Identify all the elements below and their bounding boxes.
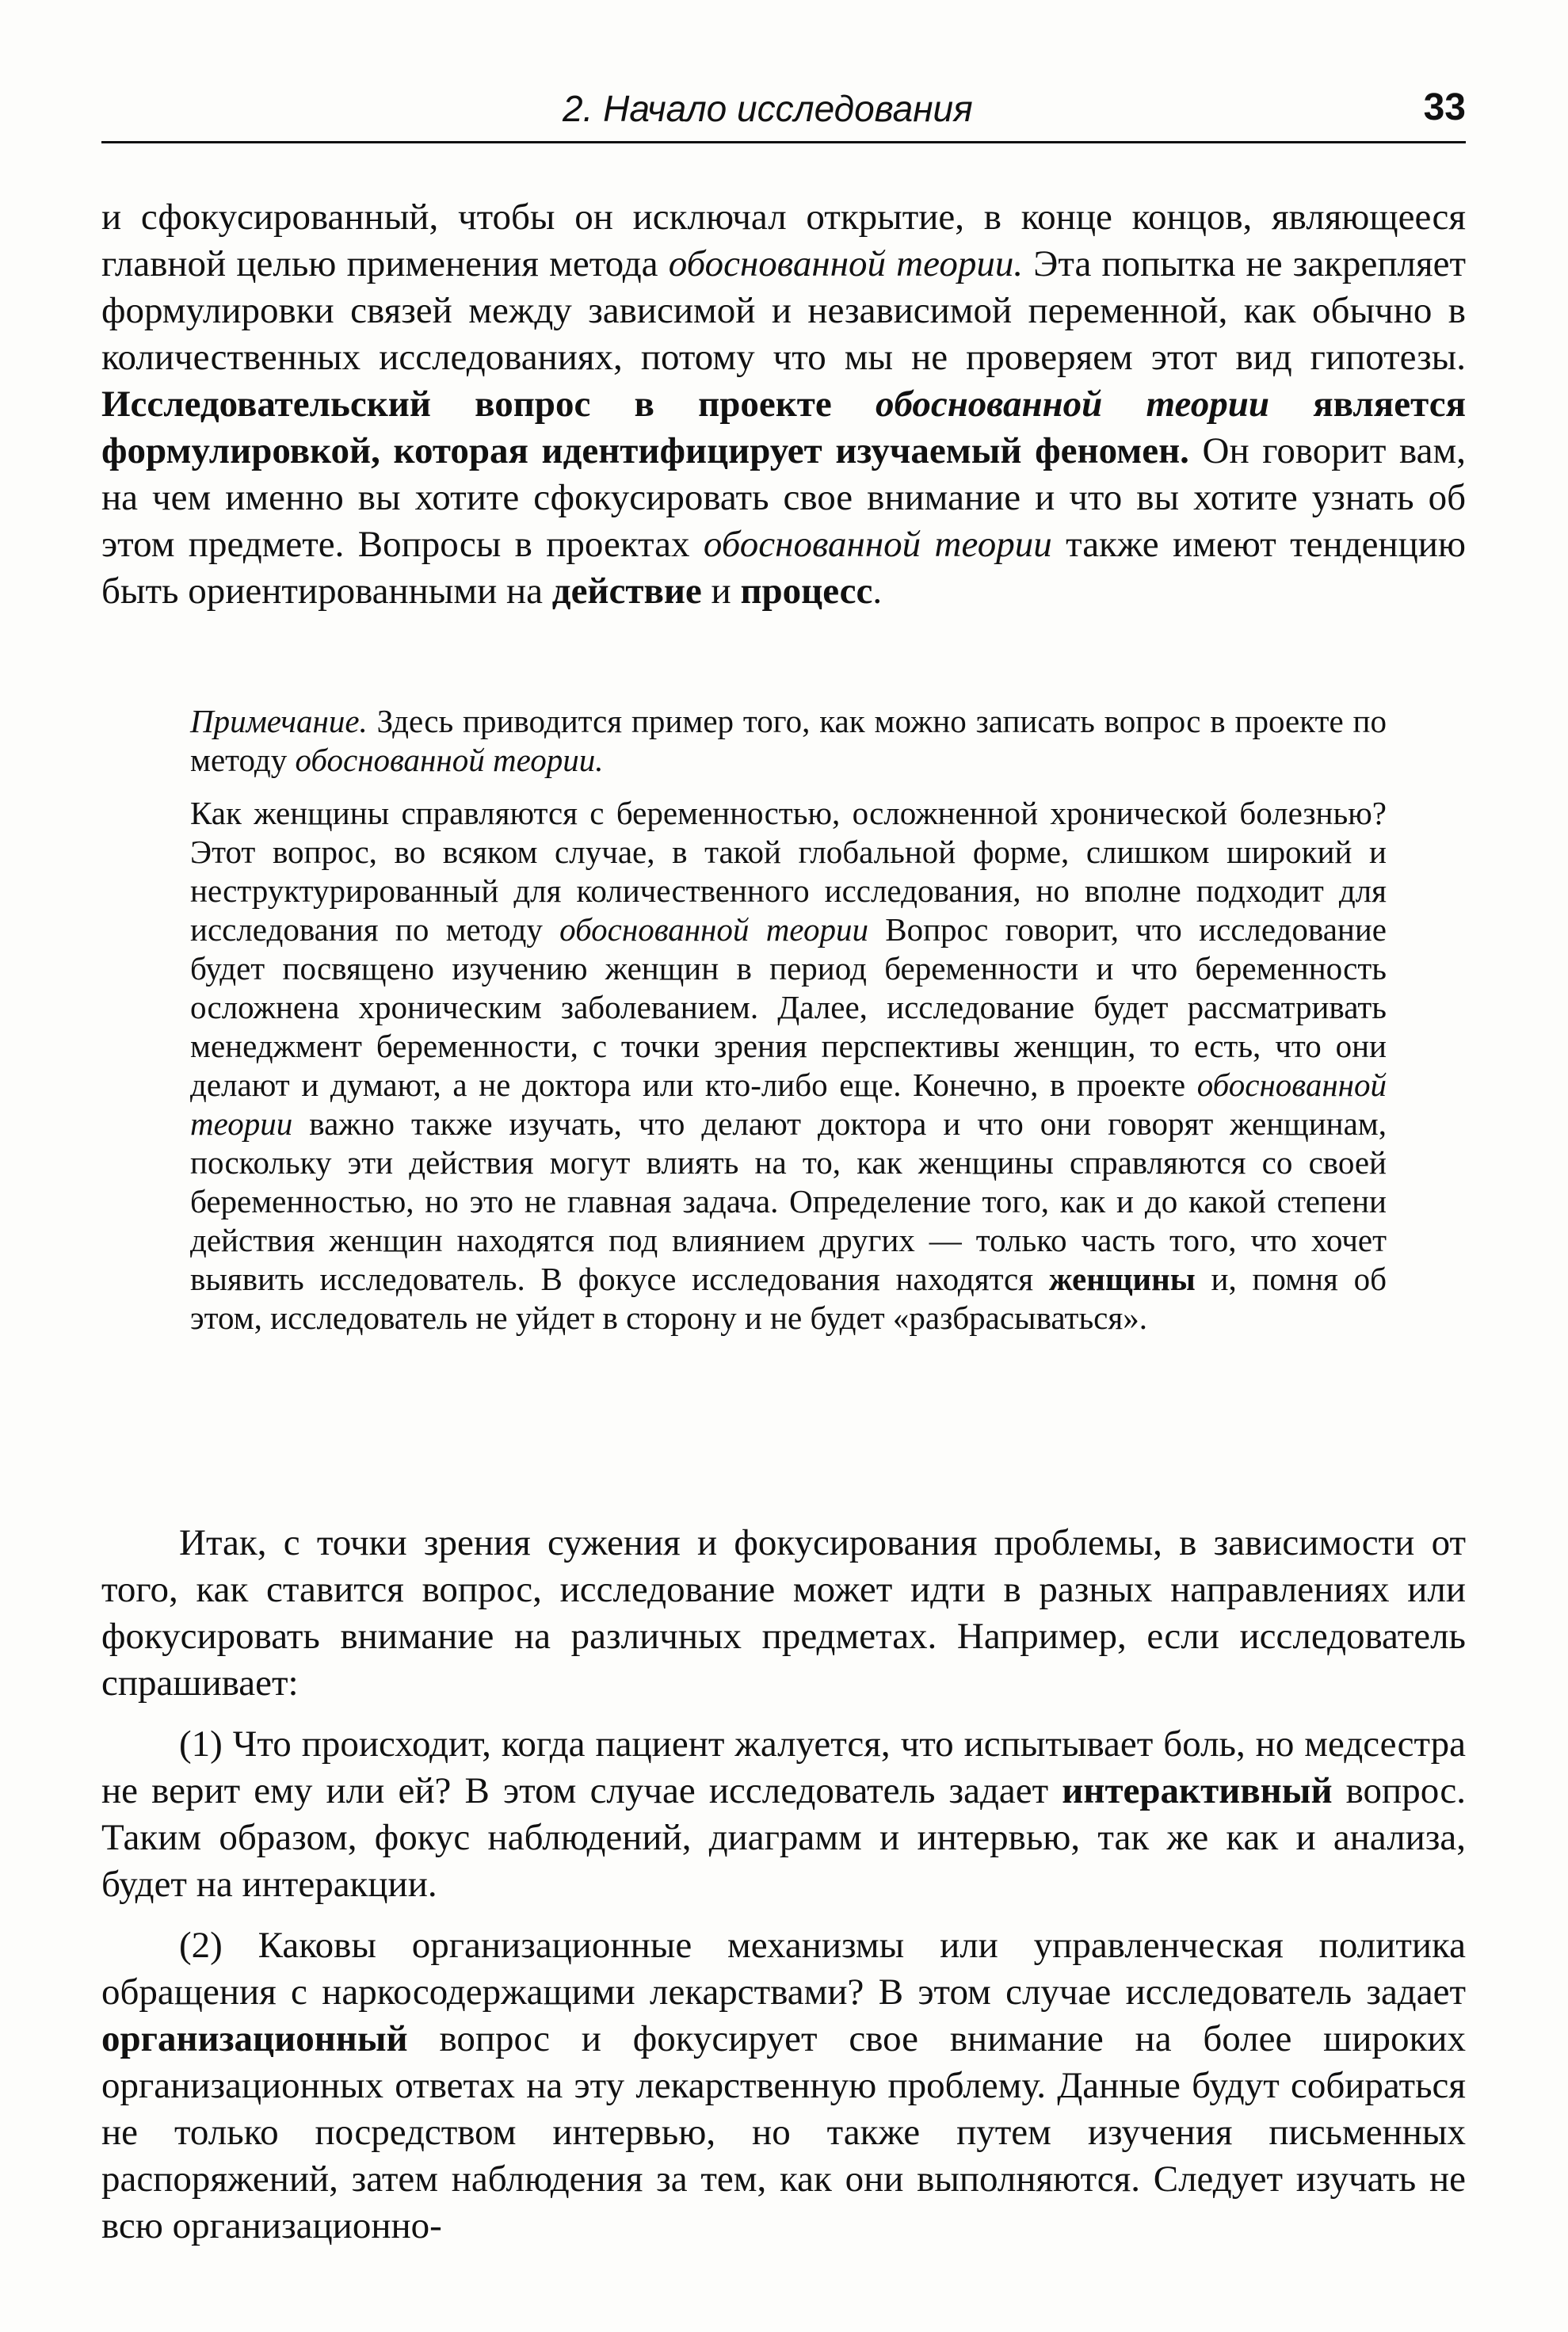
paragraph-item-2: (2) Каковы организационные механизмы или управленческая политика обращения с наркосодержащими лекарствами? В этом случае исследователь задает организационный вопрос и фокусирует свое внимание на более широких организационных ответах на эту лекарственную проблему. Данные будут собираться не только посредством интервью, но также путем изучения письменных распоряжений, затем наблюдения за тем, как они выполняются. Следует изучать не всю организационно- — [101, 1925, 1466, 2246]
note-label: Примечание. — [190, 703, 368, 739]
note-example: Как женщины справляются с беременностью, осложненной хронической болезнью? Этот вопрос, во всяком случае, в такой глобальной форме, слишком широкий и неструктурированный для количественного исследования, но вполне подходит для исследования по методу обоснованной теории Вопрос говорит, что исследование будет посвящено изучению женщин в период беременности и что беременность осложнена хроническим заболеванием. Далее, исследование будет рассматривать менеджмент беременности, с точки зрения перспективы женщин, то есть, что они делают и думают, а не доктора или кто-либо еще. Конечно, в проекте обоснованной теории важно также изучать, что делают доктора и что они говорят женщинам, поскольку эти действия могут влиять на то, как женщины справляются со своей беременностью, но это не главная задача. Определение того, как и до какой степени действия женщин находятся под влиянием других — только часть того, что хочет выявить исследователь. В фокусе исследования находятся женщины и, помня об этом, исследователь не уйдет в сторону и не будет «разбрасываться». — [190, 795, 1387, 1336]
note-block: Примечание. Здесь приводится пример того, как можно записать вопрос в проекте по методу обоснованной теории. Как женщины справляются с беременностью, осложненной хронической болезнью? Этот вопрос, во всяком случае, в такой глобальной форме, слишком широкий и неструктурированный для количественного исследования, но вполне подходит для исследования по методу обоснованной теории Вопрос говорит, что исследование будет посвящено изучению женщин в период беременности и что беременность осложнена хроническим заболеванием. Далее, исследование будет рассматривать менеджмент беременности, с точки зрения перспективы женщин, то есть, что они делают и думают, а не доктора или кто-либо еще. Конечно, в проекте обоснованной теории важно также изучать, что делают доктора и что они говорят женщинам, поскольку эти действия могут влиять на то, как женщины справляются со своей беременностью, но это не главная задача. Определение того, как и до какой степени действия женщин находятся под влиянием других — только часть того, что хочет выявить исследователь. В фокусе исследования находятся женщины и, помня об этом, исследователь не уйдет в сторону и не будет «разбрасываться». — [190, 703, 1387, 1336]
paragraph-summary: Итак, с точки зрения сужения и фокусирования проблемы, в зависимости от того, как ставится вопрос, исследование может идти в разных направлениях или фокусировать внимание на различных предметах. Например, если исследователь спрашивает: — [101, 1522, 1466, 1704]
paragraph-intro: и сфокусированный, чтобы он исключал открытие, в конце концов, являющееся главной целью применения метода обоснованной теории. Эта попытка не закрепляет формулировки связей между зависимой и независимой переменной, как обычно в количественных исследованиях, потому что мы не проверяем этот вид гипотезы. Исследовательский вопрос в проекте обоснованной теории является формулировкой, которая идентифицирует изучаемый феномен. Он говорит вам, на чем именно вы хотите сфокусировать свое внимание и что вы хотите узнать об этом предмете. Вопросы в проектах обоснованной теории также имеют тенденцию быть ориентированными на действие и процесс. — [101, 197, 1467, 612]
paragraph-body — [101, 1520, 1466, 2250]
paragraph-item-1: (1) Что происходит, когда пациент жалуется, что испытывает боль, но медсестра не верит ему или ей? В этом случае исследователь задает интерактивный вопрос. Таким образом, фокус наблюдений, диаграмм и интервью, так же как и анализа, будет на интеракции. — [101, 1723, 1466, 1905]
page-number: 33 — [1423, 86, 1466, 128]
running-header — [101, 86, 1466, 143]
chapter-title: 2. Начало исследования — [563, 88, 973, 129]
